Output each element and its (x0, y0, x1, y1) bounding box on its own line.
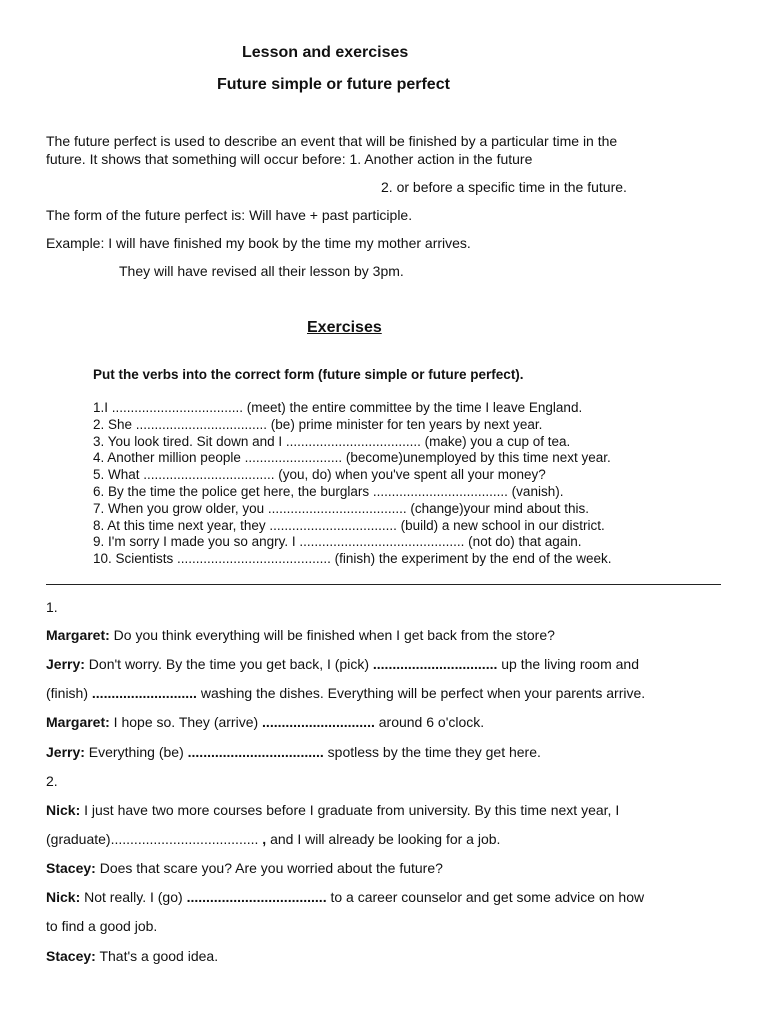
exercise-item: 8. At this time next year, they .................................. (build) a new school in our district. (93, 517, 605, 533)
intro-line-3: 2. or before a specific time in the future. (381, 179, 627, 195)
dialogue-text: up the living room and (497, 656, 639, 672)
exercise-item: 1.I ................................... (meet) the entire committee by the time I leave England. (93, 400, 583, 415)
dialogue-text: That's a good idea. (95, 948, 219, 964)
exercise-list (93, 400, 611, 568)
answer-blank: ........................... (91, 685, 197, 701)
answer-comma: , (258, 831, 267, 847)
dialogue-line (46, 685, 645, 701)
lesson-title: Lesson and exercises (242, 44, 409, 61)
dialogue-text: Do you think everything will be finished when I get back from the store? (109, 627, 555, 643)
dialogue-line (46, 948, 218, 964)
exercise-item: 4. Another million people .......................... (become)unemployed by this time next year. (93, 450, 611, 466)
dialogue-line (46, 714, 484, 730)
dialogue-text: Does that scare you? Are you worried about the future? (95, 860, 443, 876)
dialogue-text: around 6 o'clock. (374, 714, 485, 730)
dialogue-text: (graduate)...................................... (46, 831, 259, 847)
dialogue-line (46, 918, 157, 934)
dialogue-text: to a career counselor and get some advice on how (326, 889, 645, 905)
dialogue-text: Not really. I (go) (80, 889, 187, 905)
speaker-name: Nick: (46, 802, 81, 818)
answer-blank: ................................... (187, 744, 324, 760)
dialogue-line (46, 627, 555, 643)
section-divider (46, 584, 721, 585)
speaker-name: Jerry: (46, 656, 85, 672)
answer-blank: .................................... (186, 889, 327, 905)
exercise-item: 6. By the time the police get here, the burglars .................................... (vanish). (93, 483, 564, 499)
speaker-name: Stacey: (46, 948, 96, 964)
speaker-name: Stacey: (46, 860, 96, 876)
dialogue-text: and I will already be looking for a job. (266, 831, 501, 847)
speaker-name: Margaret: (46, 714, 110, 730)
lesson-subtitle: Future simple or future perfect (217, 76, 450, 93)
example-line-1: Example: I will have finished my book by the time my mother arrives. (46, 235, 471, 251)
dialogue-text: Don't worry. By the time you get back, I (pick) (84, 656, 373, 672)
dialogue-line (46, 744, 541, 760)
dialogue-text: washing the dishes. Everything will be perfect when your parents arrive. (196, 685, 646, 701)
intro-line-1: The future perfect is used to describe an event that will be finished by a particular time in the (46, 133, 618, 149)
exercise-item: 9. I'm sorry I made you so angry. I ............................................ (not do) that again. (93, 534, 582, 550)
dialogue-line (46, 831, 500, 847)
exercise-item: 2. She ................................... (be) prime minister for ten years by next year. (93, 416, 543, 432)
exercise-item: 10. Scientists ......................................... (finish) the experiment by the end of the week. (93, 551, 612, 567)
intro-line-2: future. It shows that something will occur before: 1. Another action in the future (46, 151, 533, 167)
dialogue-line (46, 860, 443, 876)
dialogue-line (46, 656, 639, 672)
exercise-item: 3. You look tired. Sit down and I .................................... (make) you a cup of tea. (93, 433, 571, 449)
exercises-heading: Exercises (307, 319, 382, 336)
exercise-item: 5. What ................................... (you, do) when you've spent all your money? (93, 467, 546, 483)
answer-blank: ................................ (372, 656, 498, 672)
speaker-name: Jerry: (46, 744, 85, 760)
speaker-name: Nick: (46, 889, 81, 905)
dialogue-text: Everything (be) (84, 744, 188, 760)
exercise-item: 7. When you grow older, you ..................................... (change)your mind about this. (93, 500, 589, 516)
dialogue-number-1: 1. (46, 599, 58, 615)
dialogue-text: I just have two more courses before I graduate from university. By this time next year, I (80, 802, 620, 818)
speaker-name: Margaret: (46, 627, 110, 643)
dialogue-line (46, 889, 644, 905)
exercise-instruction: Put the verbs into the correct form (future simple or future perfect). (93, 367, 524, 382)
dialogue-text: (finish) (46, 685, 92, 701)
dialogue-text: spotless by the time they get here. (323, 744, 541, 760)
example-line-2: They will have revised all their lesson by 3pm. (119, 263, 404, 279)
form-line: The form of the future perfect is: Will have + past participle. (46, 207, 413, 223)
answer-blank: ............................. (262, 714, 375, 730)
dialogue-text: I hope so. They (arrive) (109, 714, 263, 730)
dialogue-line (46, 802, 619, 818)
dialogue-number-2: 2. (46, 773, 58, 789)
dialogue-text: to find a good job. (46, 918, 158, 934)
